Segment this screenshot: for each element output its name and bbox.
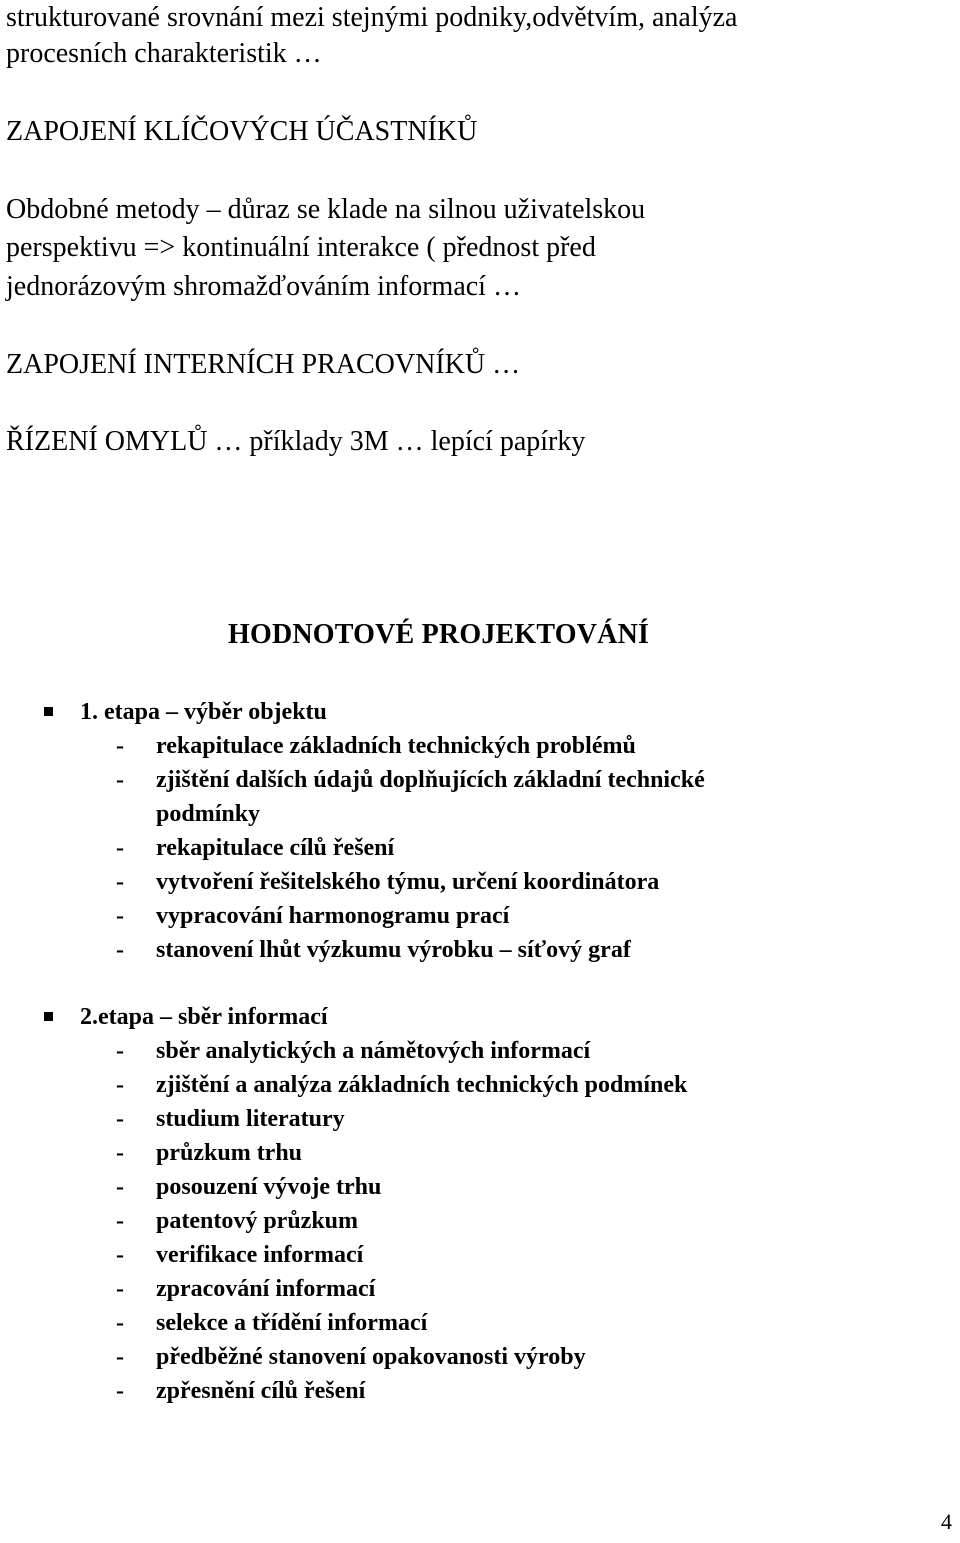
- item-text: patentový průzkum: [156, 1208, 359, 1234]
- heading-klicovi-ucastnici: ZAPOJENÍ KLÍČOVÝCH ÚČASTNÍKŮ: [6, 116, 478, 147]
- item-text: průzkum trhu: [156, 1140, 303, 1166]
- section-heading-hodnotove-projektovani: HODNOTOVÉ PROJEKTOVÁNÍ: [228, 619, 650, 650]
- stage-2-item: [116, 1239, 363, 1271]
- bullet-square-icon: [44, 707, 53, 716]
- item-text: zpřesnění cílů řešení: [156, 1378, 366, 1404]
- item-text: posouzení vývoje trhu: [156, 1174, 382, 1200]
- item-text: studium literatury: [156, 1106, 345, 1132]
- dash-mark: -: [116, 1242, 124, 1268]
- stage-2-item: [116, 1103, 345, 1135]
- dash-mark: -: [116, 1038, 124, 1064]
- item-text: verifikace informací: [156, 1242, 364, 1268]
- heading-interni-pracovnici: ZAPOJENÍ INTERNÍCH PRACOVNÍKŮ …: [6, 349, 521, 380]
- dash-mark: -: [116, 1310, 124, 1336]
- dash-mark: -: [116, 1072, 124, 1098]
- intro-line-2: procesních charakteristik …: [6, 38, 322, 69]
- item-text: sběr analytických a námětových informací: [156, 1038, 591, 1064]
- dash-mark: -: [116, 733, 124, 759]
- stage-1-item: [116, 832, 394, 864]
- dash-mark: -: [116, 1208, 124, 1234]
- item-text: zjištění a analýza základních technických podmínek: [156, 1072, 688, 1098]
- obdobne-line-2: perspektivu => kontinuální interakce ( přednost před: [6, 232, 596, 263]
- dash-mark: -: [116, 903, 124, 929]
- stage-1-item: [116, 934, 631, 966]
- dash-mark: -: [116, 1276, 124, 1302]
- dash-mark: -: [116, 1174, 124, 1200]
- stage-2-item: [116, 1375, 365, 1407]
- item-text: zpracování informací: [156, 1276, 376, 1302]
- obdobne-line-3: jednorázovým shromažďováním informací …: [6, 271, 521, 302]
- stage-1-item-continuation: podmínky: [156, 801, 261, 827]
- stage-1-item: [116, 866, 659, 898]
- stage-2-item: [116, 1137, 302, 1169]
- item-text: vytvoření řešitelského týmu, určení koordinátora: [156, 869, 660, 895]
- stage-2-item: [116, 1171, 381, 1203]
- dash-mark: -: [116, 1140, 124, 1166]
- dash-mark: -: [116, 835, 124, 861]
- dash-mark: -: [116, 937, 124, 963]
- stage-2-item: [116, 1035, 590, 1067]
- item-text: rekapitulace cílů řešení: [156, 835, 395, 861]
- stage-2-item: [116, 1205, 358, 1237]
- item-text: selekce a třídění informací: [156, 1310, 428, 1336]
- stage-2-title: 2.etapa – sběr informací: [80, 1004, 328, 1030]
- dash-mark: -: [116, 1378, 124, 1404]
- stage-2-item: [116, 1069, 687, 1101]
- item-text: stanovení lhůt výzkumu výrobku – síťový graf: [156, 937, 631, 963]
- item-text: předběžné stanovení opakovanosti výroby: [156, 1344, 586, 1370]
- dash-mark: -: [116, 1344, 124, 1370]
- item-text: vypracování harmonogramu prací: [156, 903, 510, 929]
- dash-mark: -: [116, 869, 124, 895]
- stage-2-item: [116, 1341, 586, 1373]
- item-text: zjištění dalších údajů doplňujících základní technické: [156, 767, 705, 793]
- page-number: 4: [941, 1509, 952, 1534]
- item-text: rekapitulace základních technických problémů: [156, 733, 636, 759]
- intro-line-1: strukturované srovnání mezi stejnými podniky,odvětvím, analýza: [6, 2, 738, 33]
- stage-1-title: 1. etapa – výběr objektu: [80, 699, 327, 725]
- stage-1-item: [116, 730, 636, 762]
- heading-rizeni-omylu: ŘÍZENÍ OMYLŮ … příklady 3M … lepící papírky: [6, 426, 586, 457]
- bullet-square-icon: [44, 1012, 53, 1021]
- obdobne-line-1: Obdobné metody – důraz se klade na silnou uživatelskou: [6, 194, 646, 225]
- stage-1-item: [116, 764, 705, 796]
- dash-mark: -: [116, 1106, 124, 1132]
- stage-2-item: [116, 1307, 427, 1339]
- stage-2-item: [116, 1273, 375, 1305]
- dash-mark: -: [116, 767, 124, 793]
- stage-1-item: [116, 900, 509, 932]
